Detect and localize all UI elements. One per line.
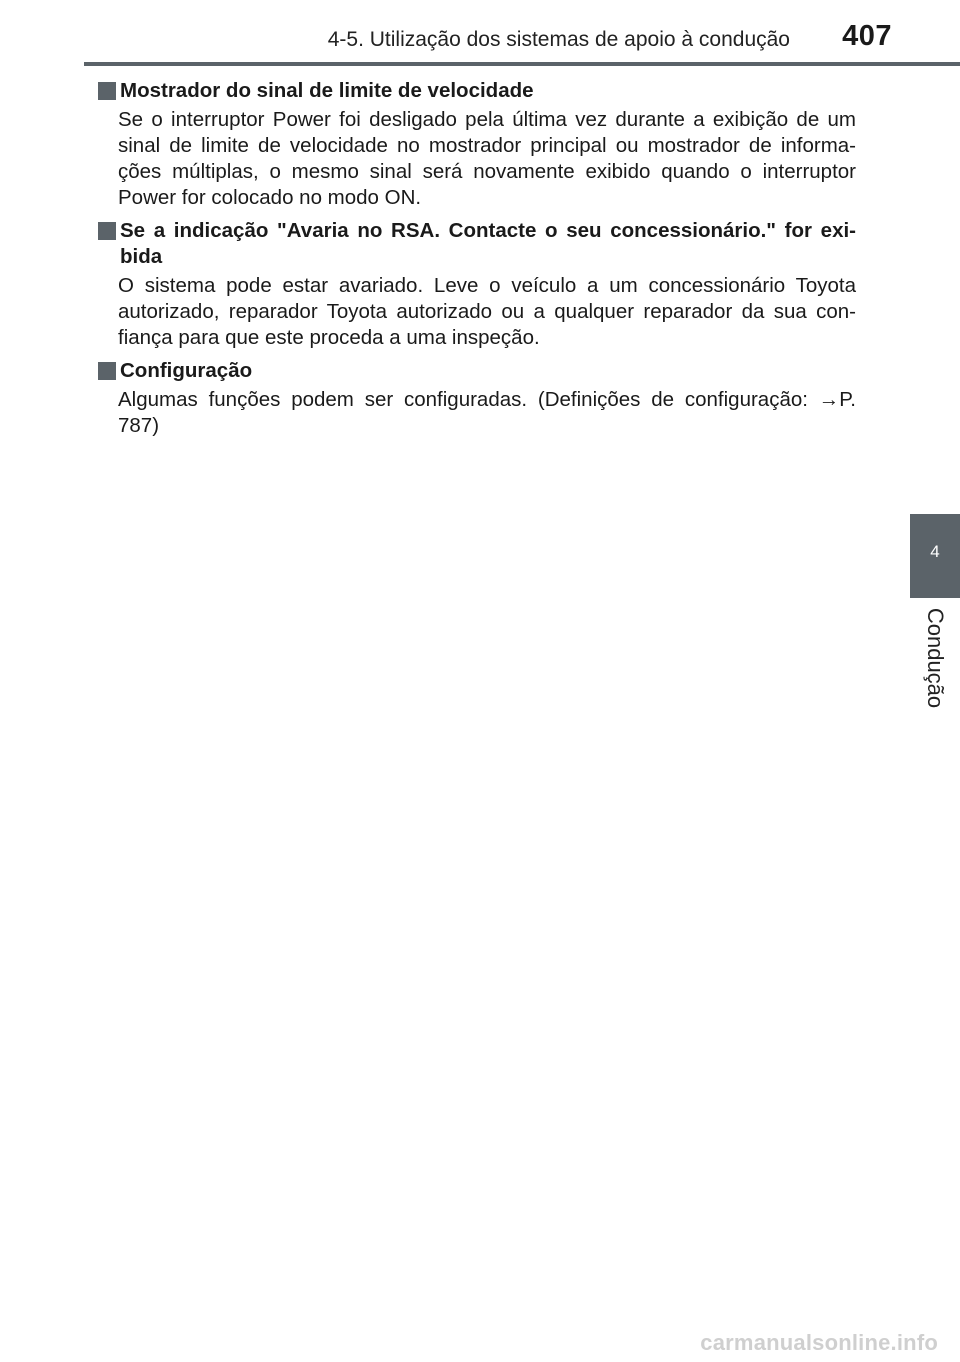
watermark: carmanualsonline.info <box>700 1330 938 1355</box>
chapter-tab <box>910 514 960 598</box>
section-heading <box>98 218 856 270</box>
header-rule <box>84 62 960 66</box>
page-header <box>0 0 960 66</box>
section-body: Se o interruptor Power foi desligado pela última vez durante a exibição de um sinal de limite de velocidade no mostrador principal ou mostrador de informa-ções múltiplas, o mesmo sinal será novamente exibido quando o interruptor Power for colocado no modo ON. <box>118 108 856 209</box>
section-body: O sistema pode estar avariado. Leve o veículo a um concessionário Toyota autorizado, reparador Toyota autorizado ou a qualquer reparador da sua con-fiança para que este proceda a uma inspeção. <box>118 274 856 349</box>
square-bullet-icon <box>98 82 116 100</box>
section-configuration <box>98 358 856 439</box>
section-rsa-malfunction <box>98 218 856 351</box>
section-heading <box>98 78 856 104</box>
section-heading-text: Configuração <box>120 359 253 382</box>
chapter-label: Condução <box>923 607 948 709</box>
section-heading-text: Mostrador do sinal de limite de velocidade <box>120 79 534 102</box>
square-bullet-icon <box>98 222 116 240</box>
section-heading-text: Se a indicação "Avaria no RSA. Contacte o seu concessionário." for exi-bida <box>120 219 856 268</box>
section-body: Algumas funções podem ser configuradas. (Definições de configuração: →P. 787) <box>118 388 856 437</box>
section-title: 4-5. Utilização dos sistemas de apoio à condução <box>327 28 790 51</box>
square-bullet-icon <box>98 362 116 380</box>
page-content <box>98 78 856 446</box>
chapter-number: 4 <box>930 542 940 561</box>
section-speed-limit-display <box>98 78 856 211</box>
section-heading <box>98 358 856 384</box>
page-number: 407 <box>842 20 892 52</box>
